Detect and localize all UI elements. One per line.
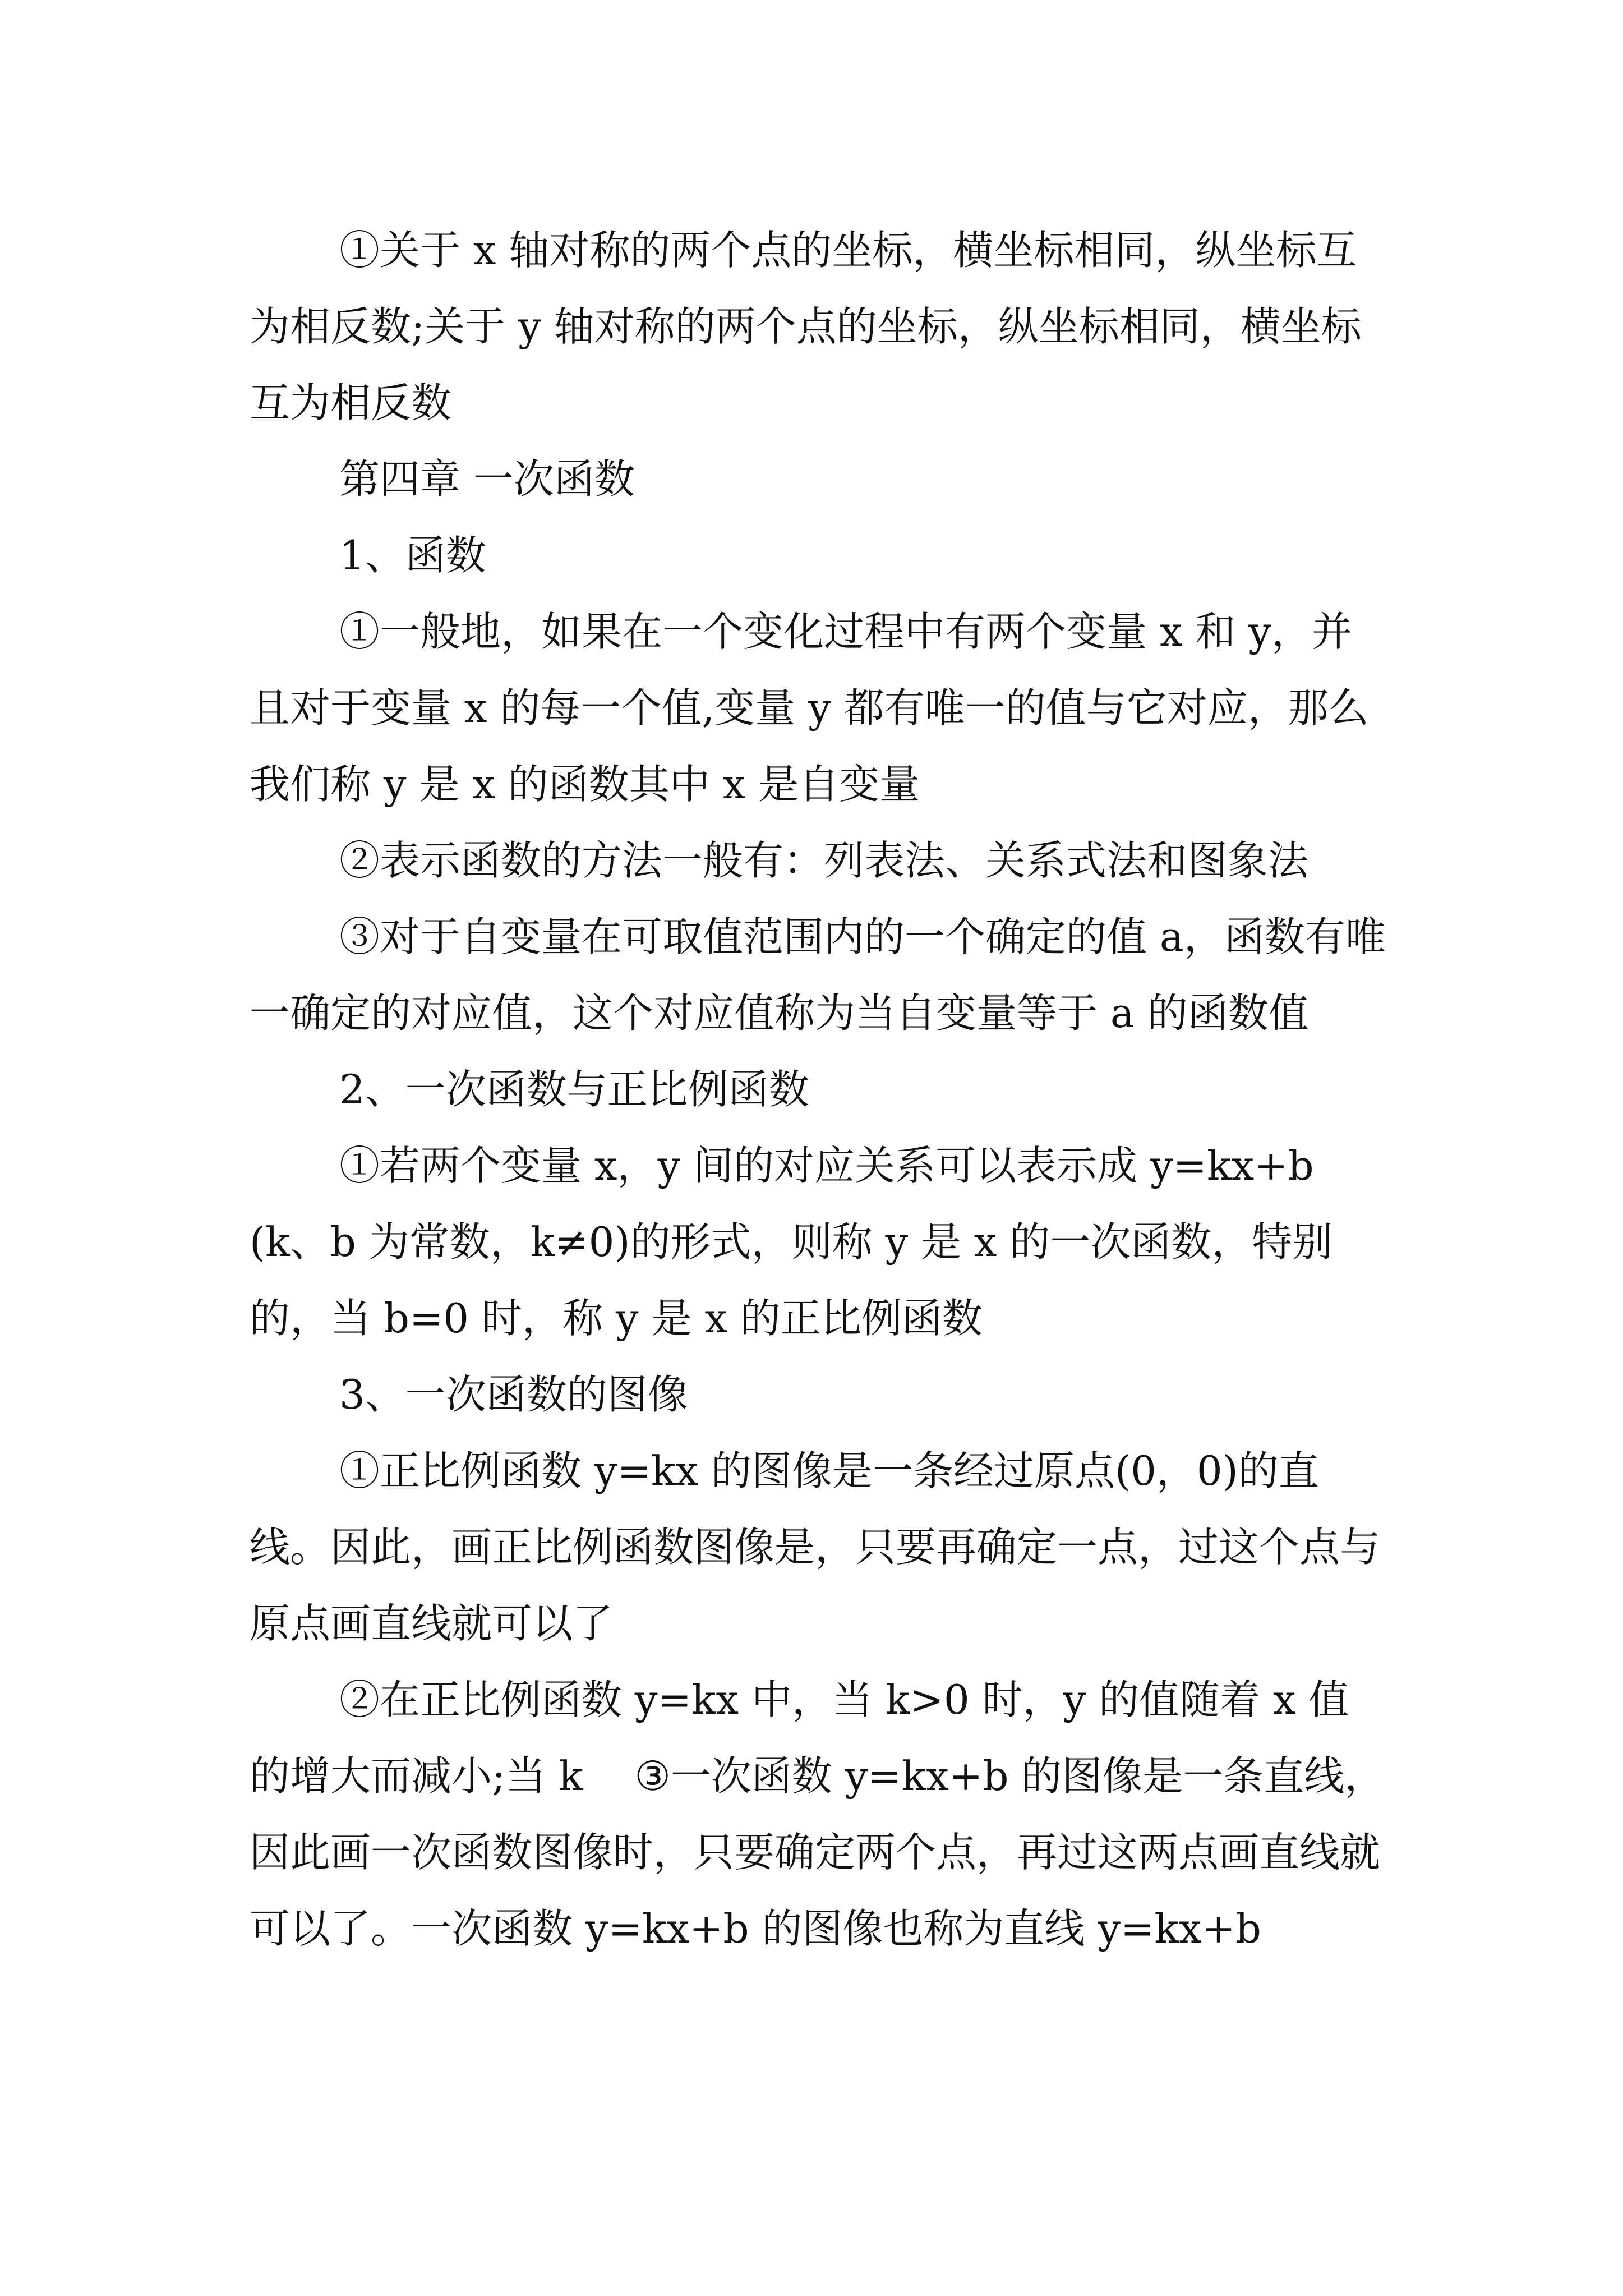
section-heading-linear-graph: 3、一次函数的图像	[339, 1371, 688, 1418]
paragraph-function-methods: ②表示函数的方法一般有：列表法、关系式法和图象法	[339, 837, 1309, 884]
chapter-heading: 第四章 一次函数	[339, 455, 635, 503]
paragraph-proportional-graph: ①正比例函数 y=kx 的图像是一条经过原点(0，0)的直线。因此，画正比例函数图像是，只要再确定一点，过这个点与原点画直线就可以了	[250, 1447, 1381, 1647]
section-heading-linear-proportional: 2、一次函数与正比例函数	[339, 1066, 809, 1113]
paragraph-linear-graph-properties: ②在正比例函数 y=kx 中，当 k>0 时，y 的值随着 x 值的增大而减小;当 k ③一次函数 y=kx+b 的图像是一条直线，因此画一次函数图像时，只要确定两个点，再过这两点画直线就可以了。一次函数 y=kx+b 的图像也称为直线 y=kx+b	[250, 1676, 1385, 1952]
paragraph-function-definition: ①一般地，如果在一个变化过程中有两个变量 x 和 y，并且对于变量 x 的每一个值,变量 y 都有唯一的值与它对应，那么我们称 y 是 x 的函数其中 x 是自变量	[250, 608, 1369, 808]
section-heading-function: 1、函数	[339, 532, 486, 579]
paragraph-linear-definition: ①若两个变量 x，y 间的对应关系可以表示成 y=kx+b(k、b 为常数，k≠0)的形式，则称 y 是 x 的一次函数，特别的，当 b=0 时，称 y 是 x 的正比例函数	[250, 1142, 1333, 1342]
paragraph-axis-symmetry: ①关于 x 轴对称的两个点的坐标，横坐标相同，纵坐标互为相反数;关于 y 轴对称的两个点的坐标，纵坐标相同，横坐标互为相反数	[250, 227, 1362, 426]
document-page	[250, 212, 1388, 1967]
paragraph-function-value: ③对于自变量在可取值范围内的一个确定的值 a，函数有唯一确定的对应值，这个对应值称为当自变量等于 a 的函数值	[250, 913, 1386, 1037]
